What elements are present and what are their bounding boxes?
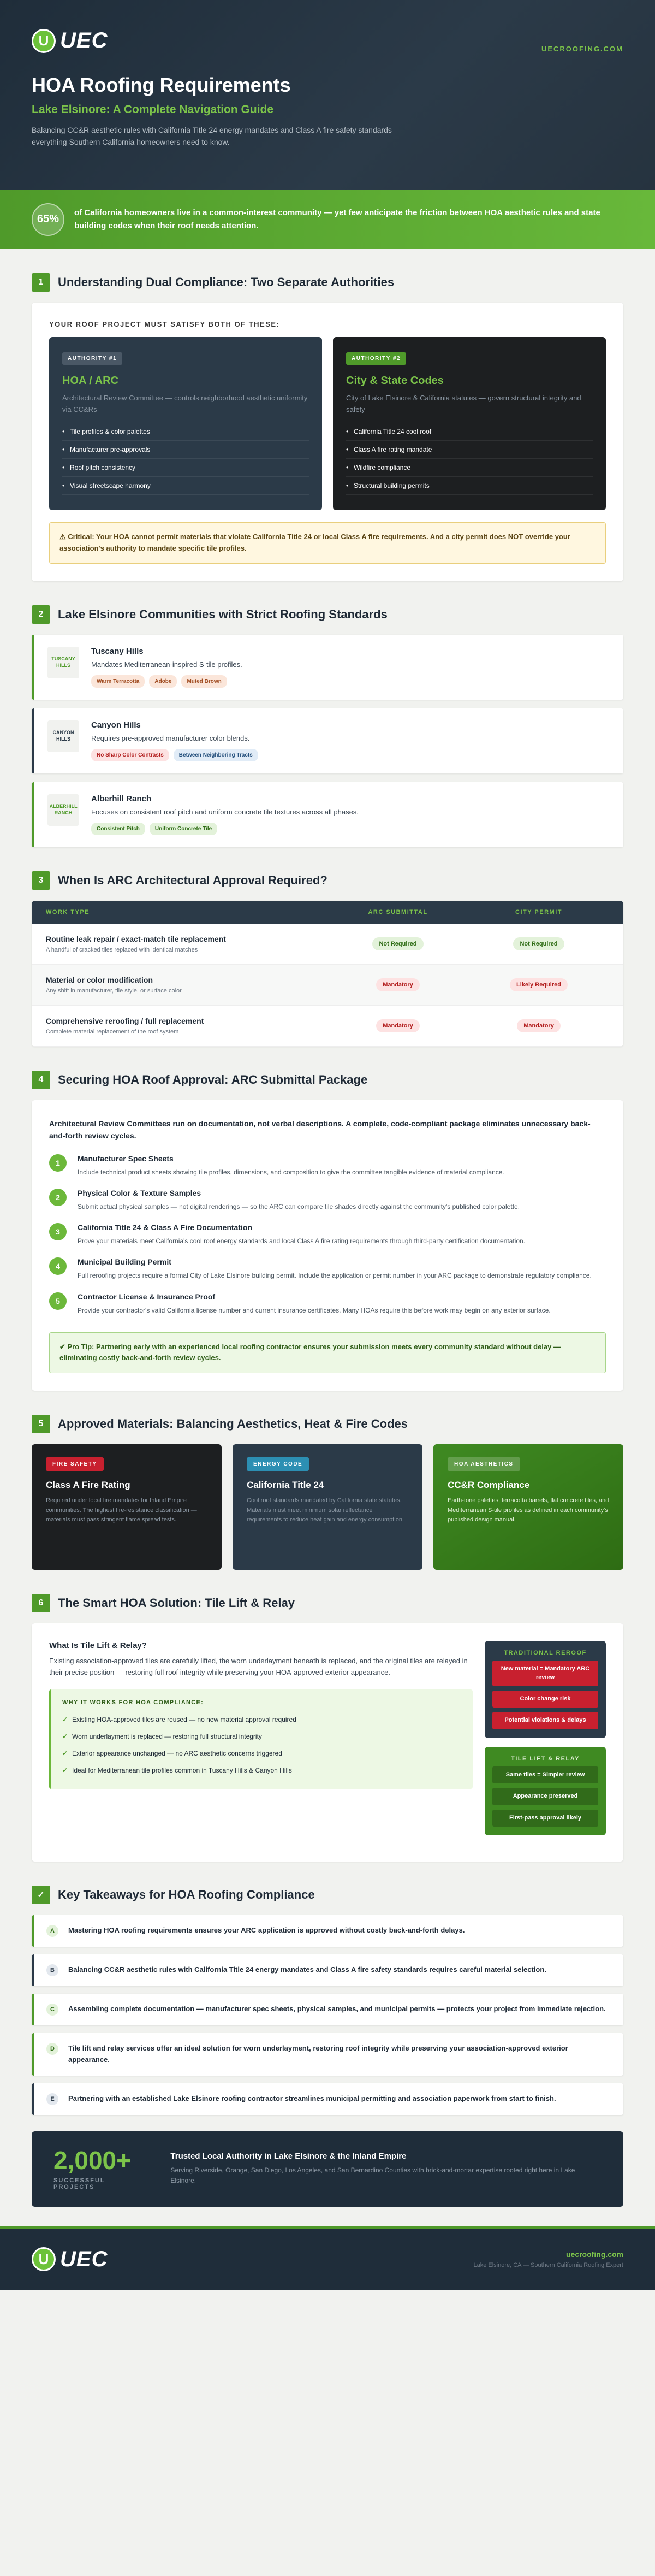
side-point: Appearance preserved [492, 1788, 598, 1805]
community-card [32, 782, 623, 847]
arc-status-badge: Not Required [372, 937, 423, 950]
side-point: Color change risk [492, 1691, 598, 1708]
step-title: Contractor License & Insurance Proof [78, 1292, 216, 1301]
hero-intro: Balancing CC&R aesthetic rules with California Title 24 energy mandates and Class A fire safety standards — everything Southern California homeowners need to know. [32, 126, 402, 147]
row-title: Comprehensive reroofing / full replacement [46, 1016, 204, 1025]
material-card-energy [233, 1444, 422, 1570]
brand-logo[interactable] [32, 28, 623, 53]
trust-title: Trusted Local Authority in Lake Elsinore & the Inland Empire [170, 2151, 407, 2161]
traditional-reroof-box [485, 1641, 606, 1738]
approval-table [32, 901, 623, 1047]
authority-item: • Wildfire compliance [346, 459, 593, 477]
takeaway-letter: E [46, 2093, 58, 2105]
takeaway-text: Mastering HOA roofing requirements ensures your ARC application is approved without costly back-and-forth delays. [68, 1926, 465, 1935]
step-number: 1 [49, 1154, 67, 1172]
section-number: 5 [32, 1415, 50, 1433]
row-sub: Any shift in manufacturer, tile style, or surface color [46, 987, 182, 994]
logo-mark-icon: U [32, 29, 56, 53]
step-number: 3 [49, 1223, 67, 1240]
authority-hoa-card [49, 337, 322, 511]
authority-item: • Structural building permits [346, 477, 593, 495]
footer-location: Lake Elsinore, CA — Southern California Roofing Expert [473, 2262, 623, 2269]
page-subtitle: Lake Elsinore: A Complete Navigation Guide [32, 103, 274, 116]
site-link[interactable]: UECROOFING.COM [541, 45, 623, 53]
step-item [49, 1189, 606, 1223]
stat-text: of California homeowners live in a common-interest community — yet few anticipate the friction between HOA aesthetic rules and state building codes when their roof needs attention. [74, 208, 600, 231]
community-thumb: CANYON HILLS [47, 720, 79, 752]
section-communities [0, 605, 655, 847]
community-desc: Mandates Mediterranean-inspired S-tile profiles. [91, 660, 242, 669]
material-tag: FIRE SAFETY [46, 1457, 104, 1471]
relay-text: Existing association-approved tiles are carefully lifted, the worn underlayment beneath is replaced, and the original tiles are relayed in their precise position — restoring full roof integrity while preserving your HOA-approved exterior appearance. [49, 1657, 468, 1677]
section-title: Key Takeaways for HOA Roofing Compliance [58, 1888, 315, 1902]
row-sub: Complete material replacement of the roof system [46, 1028, 179, 1035]
authority-item: • Roof pitch consistency [62, 459, 309, 477]
authorities-kicker: YOUR ROOF PROJECT MUST SATISFY BOTH OF THESE: [49, 320, 280, 328]
section-arc-table [0, 871, 655, 1047]
material-title: Class A Fire Rating [46, 1480, 130, 1491]
why-title: WHY IT WORKS FOR HOA COMPLIANCE: [62, 1699, 204, 1706]
critical-warning: ⚠ Critical: Your HOA cannot permit materials that violate California Title 24 or local Class A fire requirements. And a city permit does NOT override your association's authority to mandate specific tile profiles. [49, 522, 606, 564]
section-arc-package [0, 1071, 655, 1391]
section-title: Securing HOA Roof Approval: ARC Submittal Package [58, 1072, 368, 1086]
side-point: First-pass approval likely [492, 1810, 598, 1827]
why-box [49, 1689, 473, 1789]
pro-tip: ✔ Pro Tip: Partnering early with an experienced local roofing contractor ensures your submission meets every community standard without delay — eliminating costly back-and-forth review cycles. [49, 1332, 606, 1374]
city-status-badge: Mandatory [517, 1019, 561, 1032]
arc-status-badge: Mandatory [376, 1019, 420, 1032]
step-desc: Prove your materials meet California's cool roof energy standards and local Class A fire rating requirements through third-party certification documentation. [78, 1237, 526, 1245]
material-desc: Earth-tone palettes, terracotta barrels, flat concrete tiles, and Mediterranean S-tile profiles as defined in each community's published design manual. [448, 1497, 609, 1523]
city-status-badge: Likely Required [510, 978, 568, 991]
authorities-card [32, 303, 623, 581]
community-card [32, 635, 623, 700]
row-title: Routine leak repair / exact-match tile replacement [46, 934, 226, 943]
step-desc: Provide your contractor's valid California license number and current insurance certificates. Many HOAs require this before work may begin on any exterior surface. [78, 1306, 551, 1314]
why-item: ✓ Exterior appearance unchanged — no ARC aesthetic concerns triggered [62, 1745, 462, 1762]
side-point: New material = Mandatory ARC review [492, 1661, 598, 1686]
takeaway-item [32, 2083, 623, 2115]
section-title: Understanding Dual Compliance: Two Separate Authorities [58, 275, 395, 289]
why-item: ✓ Worn underlayment is replaced — restoring full structural integrity [62, 1728, 462, 1745]
authority-tag: AUTHORITY #2 [346, 352, 406, 365]
logo-mark-icon: U [32, 2247, 56, 2271]
community-chip: Warm Terracotta [91, 675, 145, 688]
material-desc: Cool roof standards mandated by California state statutes. Materials must meet minimum solar reflectance requirements to reduce heat gain and energy consumption. [247, 1497, 404, 1523]
side-title: TILE LIFT & RELAY [511, 1755, 580, 1762]
side-point: Potential violations & delays [492, 1712, 598, 1729]
stat-banner [0, 190, 655, 249]
check-icon: ✓ [32, 1886, 50, 1904]
material-card-fire [32, 1444, 222, 1570]
why-item: ✓ Existing HOA-approved tiles are reused — no new material approval required [62, 1711, 462, 1728]
table-row [32, 924, 623, 965]
step-item [49, 1223, 606, 1257]
takeaway-text: Balancing CC&R aesthetic rules with California Title 24 energy mandates and Class A fire safety standards requires careful material selection. [68, 1965, 546, 1974]
material-desc: Required under local fire mandates for Inland Empire communities. The highest fire-resistance classification — materials must pass stringent flame spread tests. [46, 1497, 197, 1523]
takeaway-text: Assembling complete documentation — manufacturer spec sheets, physical samples, and municipal permits — protects your project from immediate rejection. [68, 2005, 606, 2013]
arc-status-badge: Mandatory [376, 978, 420, 991]
authority-title: City & State Codes [346, 374, 444, 387]
takeaway-item [32, 1994, 623, 2025]
section-number: 2 [32, 605, 50, 624]
lift-relay-box [485, 1747, 606, 1835]
why-item: ✓ Ideal for Mediterranean tile profiles common in Tuscany Hills & Canyon Hills [62, 1762, 462, 1779]
authority-item: • Manufacturer pre-approvals [62, 441, 309, 459]
step-number: 5 [49, 1292, 67, 1310]
section-number: 1 [32, 273, 50, 292]
row-sub: A handful of cracked tiles replaced with identical matches [46, 946, 198, 953]
authority-tag: AUTHORITY #1 [62, 352, 122, 365]
column-header: ARC SUBMITTAL [368, 908, 428, 915]
step-item [49, 1292, 606, 1327]
section-number: 4 [32, 1071, 50, 1089]
projects-label: SUCCESSFUL PROJECTS [53, 2177, 105, 2190]
authority-title: HOA / ARC [62, 374, 118, 387]
takeaway-text: Partnering with an established Lake Elsinore roofing contractor streamlines municipal permitting and association paperwork from start to finish. [68, 2094, 556, 2102]
authority-desc: Architectural Review Committee — controls neighborhood aesthetic uniformity via CC&Rs [62, 393, 308, 413]
section-number: 6 [32, 1594, 50, 1612]
step-desc: Submit actual physical samples — not digital renderings — so the ARC can compare tile shades directly against the community's published color palette. [78, 1202, 520, 1210]
column-header: CITY PERMIT [515, 908, 562, 915]
trust-banner [32, 2131, 623, 2207]
projects-count: 2,000+ [53, 2146, 131, 2175]
table-row [32, 965, 623, 1006]
side-title: TRADITIONAL REROOF [504, 1650, 587, 1657]
community-chip: Muted Brown [181, 675, 227, 688]
material-title: California Title 24 [247, 1480, 324, 1491]
takeaway-item [32, 1915, 623, 1947]
community-chip: Between Neighboring Tracts [174, 749, 258, 761]
community-desc: Requires pre-approved manufacturer color blends. [91, 734, 250, 742]
material-tag: HOA AESTHETICS [448, 1457, 520, 1471]
footer [0, 2226, 655, 2290]
community-card [32, 708, 623, 773]
authority-city-card [333, 337, 606, 511]
city-status-badge: Not Required [513, 937, 564, 950]
community-thumb: TUSCANY HILLS [47, 647, 79, 678]
section-title: The Smart HOA Solution: Tile Lift & Relay [58, 1596, 295, 1610]
authority-item: • Tile profiles & color palettes [62, 423, 309, 441]
material-tag: ENERGY CODE [247, 1457, 309, 1471]
community-name: Tuscany Hills [91, 646, 144, 656]
step-desc: Full reroofing projects require a formal City of Lake Elsinore building permit. Include the application or permit number in your ARC package to demonstrate regulatory compliance. [78, 1272, 592, 1280]
section-takeaways [0, 1886, 655, 2115]
section-materials [0, 1415, 655, 1570]
column-header: WORK TYPE [46, 908, 90, 915]
page-title: HOA Roofing Requirements [32, 74, 291, 96]
logo-text: UEC [60, 28, 108, 52]
takeaway-letter: D [46, 2043, 58, 2055]
stat-value: 65% [32, 203, 64, 236]
community-desc: Focuses on consistent roof pitch and uniform concrete tile textures across all phases. [91, 807, 359, 816]
takeaway-item [32, 2033, 623, 2076]
section-title: When Is ARC Architectural Approval Required? [58, 873, 327, 887]
step-item [49, 1257, 606, 1292]
row-title: Material or color modification [46, 975, 153, 984]
section-number: 3 [32, 871, 50, 890]
side-point: Same tiles = Simpler review [492, 1766, 598, 1783]
material-card-ccr [433, 1444, 623, 1570]
footer-site-link[interactable]: uecroofing.com [565, 2250, 623, 2259]
step-desc: Include technical product sheets showing tile profiles, dimensions, and composition to give the committee tangible evidence of material compliance. [78, 1168, 504, 1176]
section-lift-relay [0, 1594, 655, 1862]
takeaway-letter: B [46, 1964, 58, 1976]
community-chip: Uniform Concrete Tile [150, 823, 217, 835]
step-number: 4 [49, 1257, 67, 1275]
step-item [49, 1154, 606, 1189]
community-thumb: ALBERHILL RANCH [47, 794, 79, 826]
logo-text: UEC [60, 2247, 108, 2271]
section-dual-compliance [0, 273, 655, 581]
arc-intro: Architectural Review Committees run on documentation, not verbal descriptions. A complete, code-compliant package eliminates unnecessary back-and-forth review cycles. [49, 1119, 591, 1141]
relay-question: What Is Tile Lift & Relay? [49, 1641, 147, 1651]
section-title: Approved Materials: Balancing Aesthetics, Heat & Fire Codes [58, 1417, 408, 1431]
takeaway-letter: A [46, 1925, 58, 1937]
footer-logo[interactable] [32, 2247, 108, 2272]
community-name: Alberhill Ranch [91, 794, 152, 803]
community-chip: Consistent Pitch [91, 823, 145, 835]
takeaway-text: Tile lift and relay services offer an ideal solution for worn underlayment, restoring roof integrity while preserving your association-approved exterior appearance. [68, 2044, 568, 2064]
authority-item: • Visual streetscape harmony [62, 477, 309, 495]
table-header [32, 901, 623, 924]
arc-package-card [32, 1100, 623, 1391]
step-title: Physical Color & Texture Samples [78, 1188, 201, 1197]
community-chip: Adobe [149, 675, 177, 688]
takeaway-item [32, 1954, 623, 1986]
step-title: Manufacturer Spec Sheets [78, 1154, 174, 1163]
authority-item: • Class A fire rating mandate [346, 441, 593, 459]
community-name: Canyon Hills [91, 720, 141, 730]
lift-relay-card [32, 1623, 623, 1862]
step-number: 2 [49, 1189, 67, 1206]
authority-item: • California Title 24 cool roof [346, 423, 593, 441]
step-title: California Title 24 & Class A Fire Documentation [78, 1223, 252, 1232]
section-title: Lake Elsinore Communities with Strict Roofing Standards [58, 607, 388, 621]
material-title: CC&R Compliance [448, 1480, 530, 1491]
authority-desc: City of Lake Elsinore & California statutes — govern structural integrity and safety [346, 393, 581, 413]
community-chip: No Sharp Color Contrasts [91, 749, 169, 761]
step-title: Municipal Building Permit [78, 1257, 171, 1267]
trust-desc: Serving Riverside, Orange, San Diego, Los Angeles, and San Bernardino Counties with brick-and-mortar expertise rooted right here in Lake Elsinore. [170, 2166, 575, 2185]
takeaway-letter: C [46, 2004, 58, 2016]
hero-header [0, 0, 655, 190]
table-row [32, 1006, 623, 1047]
